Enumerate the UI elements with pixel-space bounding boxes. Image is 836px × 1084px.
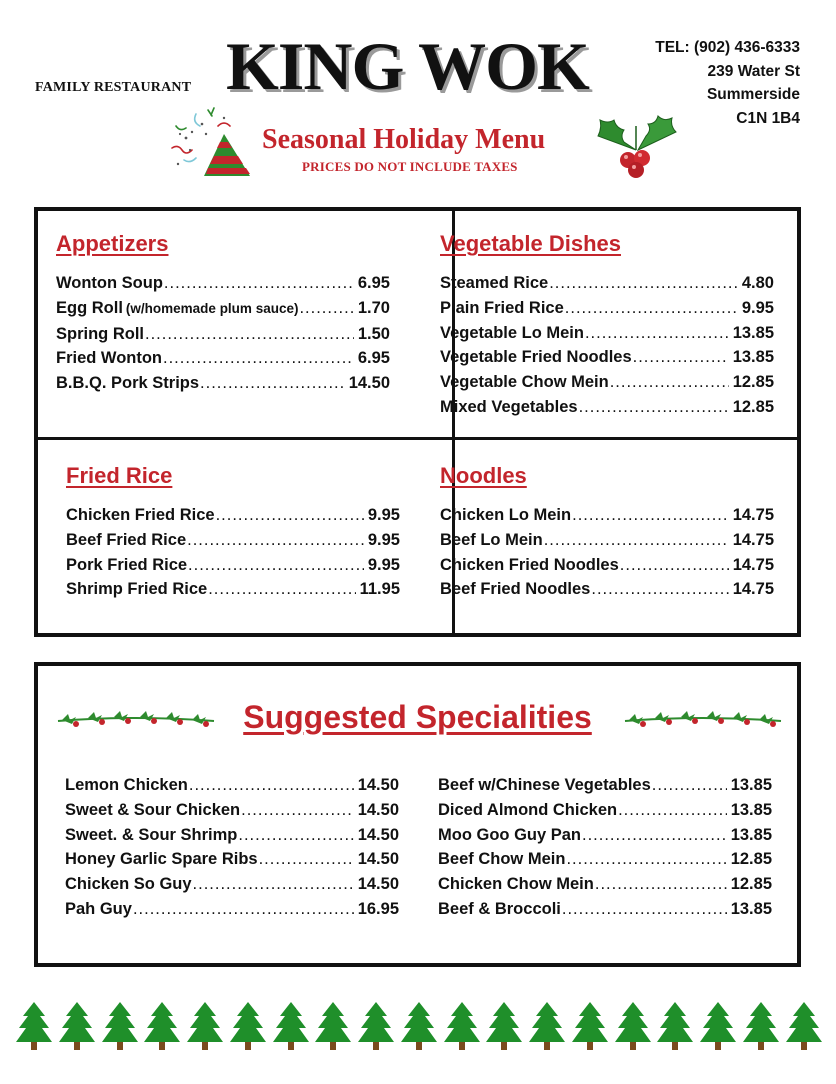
- menu-item-price: 14.50: [357, 776, 399, 794]
- noodles-title: Noodles: [440, 463, 527, 488]
- menu-item: [65, 897, 399, 922]
- dot-leader: [633, 345, 729, 370]
- dot-leader: [193, 872, 354, 897]
- menu-item-price: 14.75: [732, 530, 774, 549]
- dot-leader: [618, 798, 727, 823]
- menu-item: [65, 847, 399, 872]
- menu-item: [440, 528, 774, 553]
- specialities-right-column: [438, 773, 772, 922]
- menu-item-price: 14.75: [732, 580, 774, 599]
- menu-item-name: Moo Goo Guy Pan: [438, 825, 581, 844]
- menu-item-price: 1.70: [357, 298, 390, 317]
- dot-leader: [241, 798, 354, 823]
- menu-item: [440, 345, 774, 370]
- dot-leader: [200, 371, 345, 396]
- menu-item-price: 12.85: [730, 850, 772, 869]
- menu-item-price: 1.50: [357, 324, 390, 343]
- dot-leader: [620, 553, 729, 578]
- menu-item-price: 14.50: [348, 374, 390, 393]
- menu-item: [66, 577, 400, 602]
- christmas-tree-icon: [527, 1000, 567, 1052]
- menu-item-name: Fried Wonton: [56, 349, 163, 368]
- dot-leader: [595, 872, 727, 897]
- dot-leader: [259, 847, 354, 872]
- menu-item-name: Shrimp Fried Rice: [66, 580, 208, 599]
- menu-item-price: 12.85: [732, 397, 774, 416]
- menu-item-name: Beef Fried Noodles: [440, 580, 591, 599]
- christmas-tree-icon: [142, 1000, 182, 1052]
- menu-item: [440, 503, 774, 528]
- holly-garland-icon: [623, 706, 783, 732]
- appetizers-title: Appetizers: [56, 231, 169, 256]
- dot-leader: [610, 370, 729, 395]
- menu-item-name: Honey Garlic Spare Ribs: [65, 850, 258, 869]
- christmas-tree-icon: [100, 1000, 140, 1052]
- menu-item: [56, 346, 390, 371]
- menu-item-name: B.B.Q. Pork Strips: [56, 374, 200, 393]
- dot-leader: [582, 823, 727, 848]
- menu-item: [438, 897, 772, 922]
- specialities-title: Suggested Specialities: [243, 699, 592, 735]
- menu-item: [56, 271, 390, 296]
- city: Summerside: [706, 86, 800, 103]
- dot-leader: [566, 847, 726, 872]
- menu-item-price: 12.85: [732, 373, 774, 392]
- menu-item-price: 14.75: [732, 555, 774, 574]
- vegetable-dishes-title: Vegetable Dishes: [440, 231, 621, 256]
- menu-item-price: 6.95: [357, 349, 390, 368]
- menu-item-price: 14.50: [357, 800, 399, 819]
- tax-note: PRICES DO NOT INCLUDE TAXES: [302, 159, 518, 174]
- menu-grid: [34, 207, 801, 637]
- menu-item: [65, 773, 399, 798]
- dot-leader: [562, 897, 727, 922]
- menu-item: [438, 773, 772, 798]
- christmas-tree-icon: [185, 1000, 225, 1052]
- menu-item-price: 9.95: [741, 298, 774, 317]
- noodles-list: [440, 503, 774, 602]
- menu-item-name: Sweet. & Sour Shrimp: [65, 825, 238, 844]
- menu-item: [66, 503, 400, 528]
- christmas-tree-icon: [655, 1000, 695, 1052]
- dot-leader: [187, 528, 364, 553]
- menu-item-name: Beef & Broccoli: [438, 899, 561, 918]
- menu-item-price: 13.85: [730, 825, 772, 844]
- dot-leader: [585, 321, 729, 346]
- dot-leader: [188, 553, 364, 578]
- grid-horizontal-divider: [38, 437, 797, 440]
- menu-item-price: 13.85: [732, 323, 774, 342]
- dot-leader: [216, 503, 364, 528]
- christmas-tree-icon: [57, 1000, 97, 1052]
- menu-item: [440, 296, 774, 321]
- menu-item-name: Pork Fried Rice: [66, 555, 188, 574]
- dot-leader: [189, 773, 354, 798]
- dot-leader: [544, 528, 729, 553]
- menu-item-price: 13.85: [732, 348, 774, 367]
- family-restaurant-label: FAMILY RESTAURANT: [35, 80, 192, 95]
- menu-item-name: Mixed Vegetables: [440, 397, 578, 416]
- christmas-tree-icon: [484, 1000, 524, 1052]
- menu-item: [440, 395, 774, 420]
- menu-item-name: Vegetable Chow Mein: [440, 373, 609, 392]
- menu-item: [440, 370, 774, 395]
- menu-item: [440, 553, 774, 578]
- dot-leader: [163, 346, 354, 371]
- christmas-tree-icon: [356, 1000, 396, 1052]
- fried-rice-title: Fried Rice: [66, 463, 173, 488]
- menu-item-name: Sweet & Sour Chicken: [65, 800, 241, 819]
- menu-item-price: 11.95: [359, 580, 400, 599]
- menu-item-price: 16.95: [357, 899, 399, 918]
- christmas-tree-icon: [228, 1000, 268, 1052]
- vegetable-dishes-list: [440, 271, 774, 420]
- menu-item-name: Spring Roll: [56, 324, 144, 343]
- menu-item: [440, 321, 774, 346]
- menu-title: Seasonal Holiday Menu: [262, 124, 546, 155]
- fried-rice-list: [66, 503, 400, 602]
- dot-leader: [591, 577, 728, 602]
- dot-leader: [133, 897, 354, 922]
- menu-item-name: Wonton Soup: [56, 274, 163, 292]
- dot-leader: [164, 271, 354, 296]
- menu-item-price: 13.85: [730, 800, 772, 819]
- dot-leader: [652, 773, 727, 798]
- menu-item-name: Beef Lo Mein: [440, 530, 543, 549]
- menu-item-name: Chicken Chow Mein: [438, 875, 594, 894]
- dot-leader: [238, 823, 353, 848]
- menu-item-price: 12.85: [730, 875, 772, 894]
- menu-item-price: 13.85: [730, 776, 772, 794]
- menu-item: [56, 296, 390, 322]
- menu-item: [65, 823, 399, 848]
- dot-leader: [208, 577, 355, 602]
- menu-item-price: 9.95: [367, 555, 400, 574]
- christmas-tree-icon: [442, 1000, 482, 1052]
- dot-leader: [145, 322, 354, 347]
- menu-item-name: Chicken Fried Noodles: [440, 555, 619, 574]
- menu-item: [438, 823, 772, 848]
- christmas-tree-icon: [271, 1000, 311, 1052]
- specialities-right-list: [438, 773, 772, 922]
- menu-item-price: 14.50: [357, 875, 399, 894]
- dot-leader: [299, 296, 353, 321]
- menu-item: [65, 798, 399, 823]
- menu-item-name: Chicken Lo Mein: [440, 506, 572, 524]
- dot-leader: [565, 296, 738, 321]
- menu-item-note: (w/homemade plum sauce): [125, 300, 299, 316]
- party-hat-icon: [166, 104, 258, 180]
- christmas-tree-icon: [570, 1000, 610, 1052]
- christmas-tree-icon: [613, 1000, 653, 1052]
- street-address: 239 Water St: [707, 62, 800, 80]
- menu-item: [440, 577, 774, 602]
- holly-icon: [592, 110, 682, 182]
- appetizers-list: [56, 271, 390, 396]
- menu-item-name: Plain Fried Rice: [440, 298, 564, 317]
- menu-item-price: 14.75: [732, 506, 774, 524]
- menu-item-name: Steamed Rice: [440, 274, 549, 292]
- christmas-tree-icon: [14, 1000, 54, 1052]
- dot-leader: [579, 395, 729, 420]
- christmas-tree-icon: [313, 1000, 353, 1052]
- menu-item-name: Vegetable Fried Noodles: [440, 348, 632, 367]
- christmas-tree-row: [14, 1000, 824, 1052]
- menu-item: [438, 798, 772, 823]
- specialities-box: [34, 662, 801, 967]
- vegetable-dishes-section: [440, 231, 774, 420]
- menu-item-name: Beef Fried Rice: [66, 530, 187, 549]
- menu-item-name: Beef w/Chinese Vegetables: [438, 776, 651, 794]
- menu-item-price: 14.50: [357, 825, 399, 844]
- menu-item-name: Lemon Chicken: [65, 776, 188, 794]
- dot-leader: [572, 503, 729, 528]
- menu-item: [56, 371, 390, 396]
- christmas-tree-icon: [698, 1000, 738, 1052]
- phone-number: TEL: (902) 436-6333: [655, 39, 800, 56]
- menu-item-name: Egg Roll: [56, 298, 123, 317]
- restaurant-name: KING WOK: [226, 28, 589, 104]
- menu-item-price: 6.95: [357, 274, 390, 292]
- menu-item-name: Vegetable Lo Mein: [440, 323, 584, 342]
- menu-item: [65, 872, 399, 897]
- menu-item: [66, 553, 400, 578]
- menu-item: [66, 528, 400, 553]
- fried-rice-section: [66, 463, 400, 602]
- menu-item-price: 9.95: [367, 506, 400, 524]
- menu-item-name: Pah Guy: [65, 899, 132, 918]
- menu-item: [56, 322, 390, 347]
- christmas-tree-icon: [741, 1000, 781, 1052]
- menu-item-price: 4.80: [741, 274, 774, 292]
- menu-item-price: 14.50: [357, 850, 399, 869]
- specialities-left-list: [65, 773, 399, 922]
- menu-item-name: Beef Chow Mein: [438, 850, 566, 869]
- specialities-left-column: [65, 773, 399, 922]
- menu-item-name: Chicken So Guy: [65, 875, 192, 894]
- menu-item-name: Diced Almond Chicken: [438, 800, 618, 819]
- appetizers-section: [56, 231, 390, 396]
- noodles-section: [440, 463, 774, 602]
- menu-item: [440, 271, 774, 296]
- menu-item: [438, 872, 772, 897]
- christmas-tree-icon: [399, 1000, 439, 1052]
- christmas-tree-icon: [784, 1000, 824, 1052]
- menu-item-price: 13.85: [730, 899, 772, 918]
- menu-item-price: 9.95: [367, 530, 400, 549]
- menu-item: [438, 847, 772, 872]
- menu-item-name: Chicken Fried Rice: [66, 506, 215, 524]
- dot-leader: [549, 271, 738, 296]
- postal-code: C1N 1B4: [736, 109, 800, 127]
